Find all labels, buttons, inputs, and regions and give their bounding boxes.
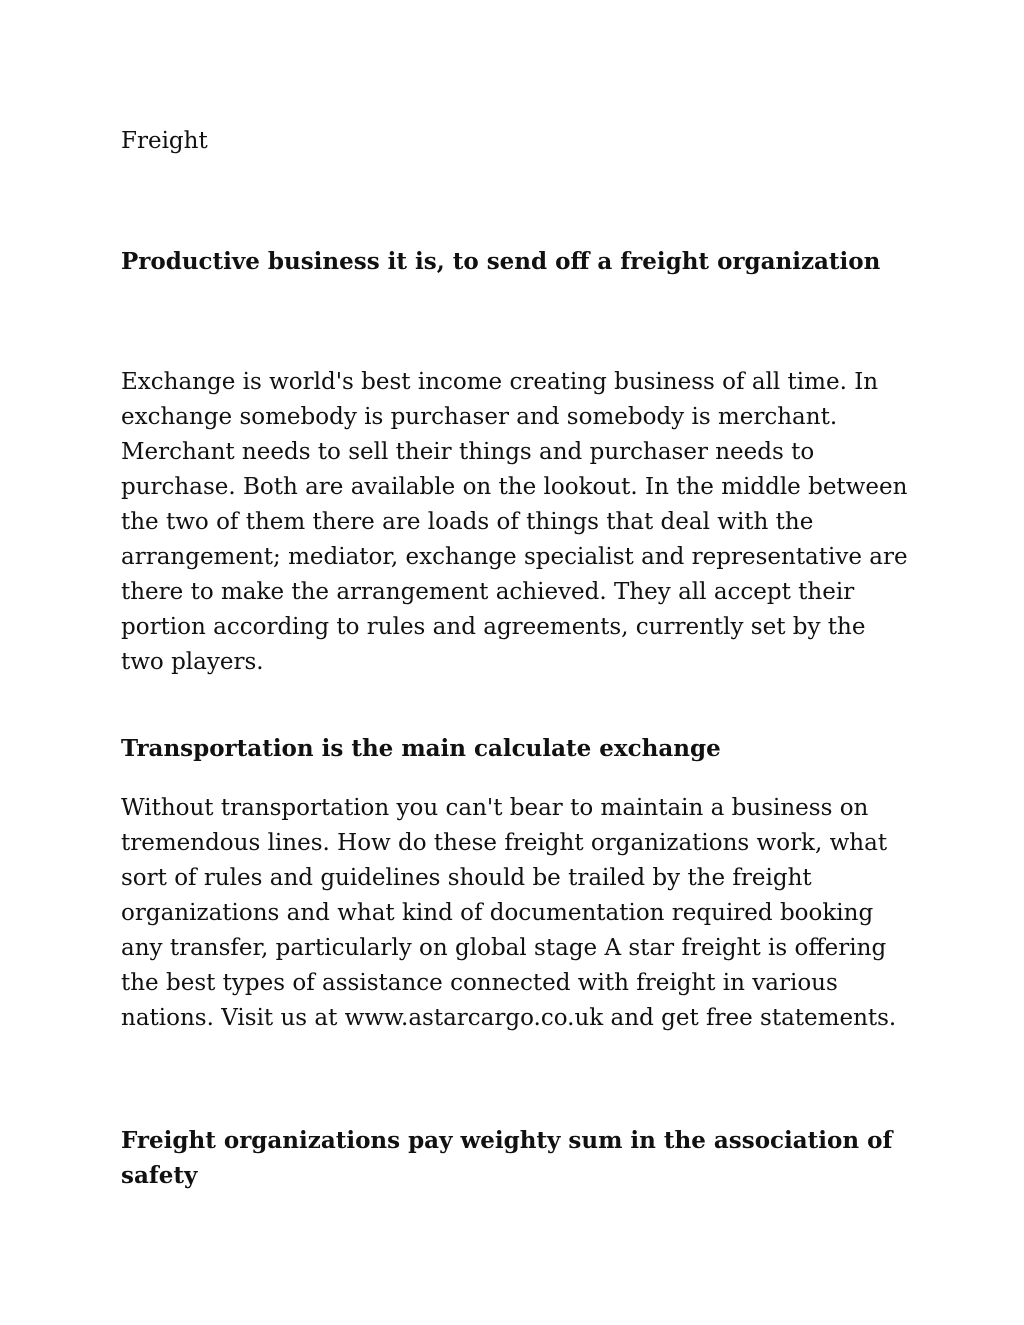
section-heading-productive-business: Productive business it is, to send off a freight organization xyxy=(121,248,881,275)
section-heading-freight-safety: Freight organizations pay weighty sum in the association of safety xyxy=(121,1127,893,1189)
section-paragraph-exchange: Exchange is world's best income creating business of all time. In exchange somebody is purchaser and somebody is merchant. Merchant needs to sell their things and purchaser needs to purchase. Both are available on the lookout. In the middle between the two of them there are loads of things that deal with the arrangement; mediator, exchange specialist and representative are there to make the arrangement achieved. They all accept their portion according to rules and agreements, currently set by the two players. xyxy=(121,369,908,675)
section-paragraph-transportation: Without transportation you can't bear to maintain a business on tremendous lines. How do these freight organizations work, what sort of rules and guidelines should be trailed by the freight organizations and what kind of documentation required booking any transfer, particularly on global stage A star freight is offering the best types of assistance connected with freight in various nations. Visit us at www.astarcargo.co.uk and get free statements. xyxy=(121,795,897,1031)
section-heading-transportation: Transportation is the main calculate exchange xyxy=(121,735,721,762)
document-title: Freight xyxy=(121,128,208,154)
